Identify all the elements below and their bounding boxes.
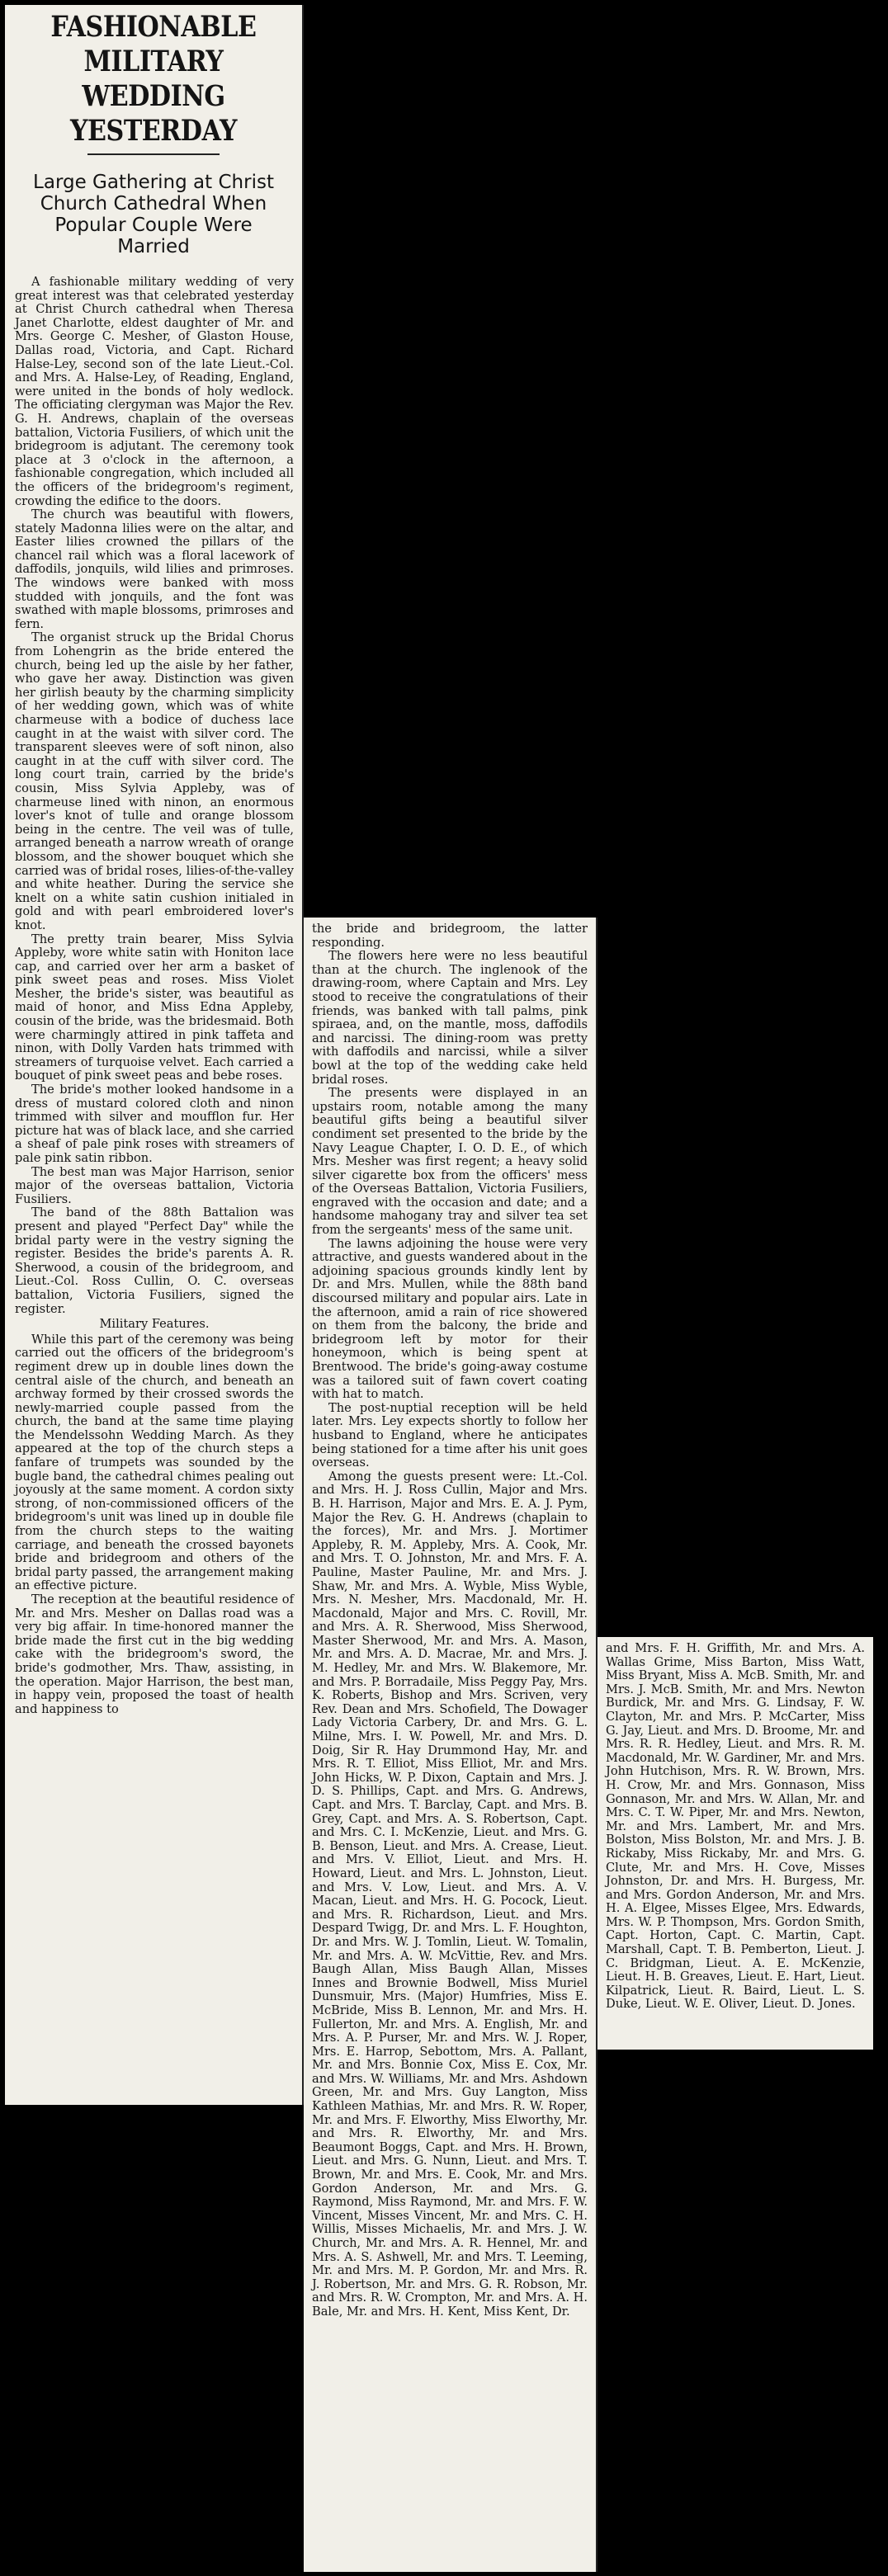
paragraph: The lawns adjoining the house were very attractive, and guests wandered about in the adjoining spacious grounds kindly lent by Dr. and Mrs. Mullen, while the 88th band discoursed military and popular airs. Late in the afternoon, amid a rain of rice showered on them from the balcony, the bride and bridegroom left by motor for their honeymoon, which is being spent at Brentwood. The bride's going-away costume was a tailored suit of fawn covert coating with hat to match. [312,1236,588,1402]
paragraph: A fashionable military wedding of very great interest was that celebrated yesterday at Christ Church cathedral when Theresa Janet Charlotte, eldest daughter of Mr. and Mrs. George C. Mesher, of Glaston House, Dallas road, Victoria, and Capt. Richard Halse-Ley, second son of the late Lieut.-Col. and Mrs. A. Halse-Ley, of Reading, England, were united in the bonds of holy wedlock. The officiating clergyman was Major the Rev. G. H. Andrews, chaplain of the overseas battalion, Victoria Fusiliers, of which unit the bridegroom is adjutant. The ceremony took place at 3 o'clock in the afternoon, a fashionable congregation, which included all the officers of the bridegroom's regiment, crowding the edifice to the doors. [15,275,294,508]
paragraph: The bride's mother looked handsome in a dress of mustard colored cloth and ninon trimmed with silver and moufflon fur. Her picture hat was of black lace, and she carried a sheaf of pale pink roses with streamers of pale pink satin ribbon. [15,1083,294,1165]
paragraph: The organist struck up the Bridal Chorus from Lohengrin as the bride entered the church, being led up the aisle by her father, who gave her away. Distinction was given her girlish beauty by the charming simplicity of her wedding gown, which was of white charmeuse with a bodice of duchess lace caught in at the waist with silver cord. The transparent sleeves were of soft ninon, also caught in at the cuff with silver cord. The long court train, carried by the bride's cousin, Miss Sylvia Appleby, was of charmeuse lined with ninon, an enormous lover's knot of tulle and orange blossom being in the centre. The veil was of tulle, arranged beneath a narrow wreath of orange blossom, and the shower bouquet which she carried was of bridal roses, lilies-of-the-valley and white heather. During the service she knelt on a white satin cushion initialed in gold and with pearl embroidered lover's knot. [15,630,294,932]
paragraph: The pretty train bearer, Miss Sylvia Appleby, wore white satin with Honiton lace cap, and carried over her arm a basket of pink sweet peas and roses. Miss Violet Mesher, the bride's sister, was beautiful as maid of honor, and Miss Edna Appleby, cousin of the bride, was the bridesmaid. Both were charmingly attired in pink taffeta and ninon, with Dolly Varden hats trimmed with streamers of turquoise velvet. Each carried a bouquet of pink sweet peas and bebe roses. [15,932,294,1083]
headline [26,5,281,149]
paragraph: the bride and bridegroom, the latter responding. [312,922,588,950]
paragraph: The band of the 88th Battalion was present and played "Perfect Day" while the bridal party were in the vestry signing the register. Besides the bride's parents A. R. Sherwood, a cousin of the bridegroom, and Lieut.-Col. Ross Cullin, O. C. overseas battalion, Victoria Fusiliers, signed the register. [15,1205,294,1316]
column-3-text [598,1637,873,2012]
paragraph: The presents were displayed in an upstairs room, notable among the many beautiful gifts being a beautiful silver condiment set presented to the bride by the Navy League Chapter, I. O. D. E., of which Mrs. Mesher was first regent; a heavy solid silver cigarette box from the officers' mess of the Overseas Battalion, Victoria Fusiliers, engraved with the occasion and date; and a handsome mahogany tray and silver tea set from the sergeants' mess of the same unit. [312,1086,588,1238]
article-column-2 [304,918,598,2572]
article-column-3 [598,1637,873,2050]
subhead-military-features: Military Features. [99,1317,210,1332]
paragraph: While this part of the ceremony was being carried out the officers of the bridegroom's regiment drew up in double lines down the central aisle of the church, and beneath an archway formed by their crossed swords the newly-married couple passed from the church, the band at the same time playing the Mendelssohn Wedding March. As they appeared at the top of the church steps a fanfare of trumpets was sounded by the bugle band, the cathedral chimes pealing out joyously at the same moment. A cordon sixty strong, of non-commissioned officers of the bridegroom's unit was lined up in double file from the church steps to the waiting carriage, and beneath the crossed bayonets bride and bridegroom and others of the bridal party passed, the arrangement making an effective picture. [15,1332,294,1593]
paragraph: The post-nuptial reception will be held later. Mrs. Ley expects shortly to follow her husband to England, where he anticipates being stationed for a time after his unit goes overseas. [312,1400,588,1470]
paragraph: The best man was Major Harrison, senior major of the overseas battalion, Victoria Fusiliers. [15,1164,294,1206]
headline-line-2: WEDDING YESTERDAY [69,79,238,148]
paragraph: The church was beautiful with flowers, stately Madonna lilies were on the altar, and Easter lilies crowned the pillars of the chancel rail which was a floral lacework of daffodils, jonquils, wild lilies and primroses. The windows were banked with moss studded with jonquils, and the font was swathed with maple blossoms, primroses and fern. [15,507,294,631]
headline-line-1: FASHIONABLE MILITARY [50,10,257,78]
paragraph: The reception at the beautiful residence of Mr. and Mrs. Mesher on Dallas road was a very big affair. In time-honored manner the bride made the first cut in the big wedding cake with the bridegroom's sword, the bride's godmother, Mrs. Thaw, assisting, in the operation. Major Harrison, the best man, in happy vein, proposed the toast of health and happiness to [15,1592,294,1716]
guest-list-continued: and Mrs. F. H. Griffith, Mr. and Mrs. A. Wallas Grime, Miss Barton, Miss Watt, Miss Bryant, Miss A. McB. Smith, Mr. and Mrs. J. McB. Smith, Mr. and Mrs. Newton Burdick, Mr. and Mrs. G. Lindsay, F. W. Clayton, Mr. and Mrs. P. McCarter, Miss G. Jay, Lieut. and Mrs. D. Broome, Mr. and Mrs. R. R. Hedley, Lieut. and Mrs. R. M. Macdonald, Mr. W. Gardiner, Mr. and Mrs. John Hutchison, Mrs. R. W. Brown, Mrs. H. Crow, Mr. and Mrs. Gonnason, Miss Gonnason, Mr. and Mrs. W. Allan, Mr. and Mrs. C. T. W. Piper, Mr. and Mrs. Newton, Mr. and Mrs. Lambert, Mr. and Mrs. Bolston, Miss Bolston, Mr. and Mrs. J. B. Rickaby, Miss Rickaby, Mr. and Mrs. G. Clute, Mr. and Mrs. H. Cove, Misses Johnston, Dr. and Mrs. H. Burgess, Mr. and Mrs. Gordon Anderson, Mr. and Mrs. H. A. Elgee, Misses Elgee, Mrs. Edwards, Mrs. W. P. Thompson, Mrs. Gordon Smith, Capt. Horton, Capt. C. Martin, Capt. Marshall, Capt. T. B. Pemberton, Lieut. J. C. Bridgman, Lieut. A. E. McKenzie, Lieut. H. B. Greaves, Lieut. E. Hart, Lieut. Kilpatrick, Lieut. R. Baird, Lieut. L. S. Duke, Lieut. W. E. Oliver, Lieut. D. Jones. [606,1641,865,2012]
column-2-text [304,918,596,2319]
column-1-text [5,276,302,1716]
article-column-1 [5,5,304,2105]
deck: Large Gathering at Christ Church Cathedral When Popular Couple Were Married [33,172,274,257]
guest-list: Among the guests present were: Lt.-Col. and Mrs. H. J. Ross Cullin, Major and Mrs. B. H. Harrison, Major and Mrs. E. A. J. Pym, Major the Rev. G. H. Andrews (chaplain to the forces), Mr. and Mrs. J. Mortimer Appleby, R. M. Appleby, Mrs. A. Cook, Mr. and Mrs. T. O. Johnston, Mr. and Mrs. F. A. Pauline, Master Pauline, Mr. and Mrs. J. Shaw, Mr. and Mrs. A. Wyble, Miss Wyble, Mrs. N. Mesher, Mrs. Macdonald, Mr. H. Macdonald, Major and Mrs. C. Rovill, Mr. and Mrs. A. R. Sherwood, Miss Sherwood, Master Sherwood, Mr. and Mrs. A. Mason, Mr. and Mrs. A. D. Macrae, Mr. and Mrs. J. M. Hedley, Mr. and Mrs. W. Blakemore, Mr. and Mrs. P. Borradaile, Miss Peggy Pay, Mrs. K. Roberts, Bishop and Mrs. Scriven, very Rev. Dean and Mrs. Schofield, The Dowager Lady Victoria Carbery, Dr. and Mrs. G. L. Milne, Mrs. I. W. Powell, Mr. and Mrs. D. Doig, Sir R. Hay Drummond Hay, Mr. and Mrs. R. T. Elliot, Miss Elliot, Mr. and Mrs. John Hicks, W. P. Dixon, Captain and Mrs. J. D. S. Phillips, Capt. and Mrs. G. Andrews, Capt. and Mrs. T. Barclay, Capt. and Mrs. B. Grey, Capt. and Mrs. A. S. Robertson, Capt. and Mrs. C. I. McKenzie, Lieut. and Mrs. G. B. Benson, Lieut. and Mrs. A. Crease, Lieut. and Mrs. V. Elliot, Lieut. and Mrs. H. Howard, Lieut. and Mrs. L. Johnston, Lieut. and Mrs. V. Low, Lieut. and Mrs. A. V. Macan, Lieut. and Mrs. H. G. Pocock, Lieut. and Mrs. R. Richardson, Lieut. and Mrs. Despard Twigg, Dr. and Mrs. L. F. Houghton, Dr. and Mrs. W. J. Tomlin, Lieut. W. Tomalin, Mr. and Mrs. A. W. McVittie, Rev. and Mrs. Baugh Allan, Miss Baugh Allan, Misses Innes and Brownie Bodwell, Miss Muriel Dunsmuir, Mrs. (Major) Humfries, Miss E. McBride, Miss B. Lennon, Mr. and Mrs. H. Fullerton, Mr. and Mrs. A. English, Mr. and Mrs. A. P. Purser, Mr. and Mrs. W. J. Roper, Mrs. E. Harrop, Sebottom, Mrs. A. Pallant, Mr. and Mrs. Bonnie Cox, Miss E. Cox, Mr. and Mrs. W. Williams, Mr. and Mrs. Ashdown Green, Mr. and Mrs. Guy Langton, Miss Kathleen Mathias, Mr. and Mrs. R. W. Roper, Mr. and Mrs. F. Elworthy, Miss Elworthy, Mr. and Mrs. R. Elworthy, Mr. and Mrs. Beaumont Boggs, Capt. and Mrs. H. Brown, Lieut. and Mrs. G. Nunn, Lieut. and Mrs. T. Brown, Mr. and Mrs. E. Cook, Mr. and Mrs. Gordon Anderson, Mr. and Mrs. G. Raymond, Miss Raymond, Mr. and Mrs. F. W. Vincent, Misses Vincent, Mr. and Mrs. C. H. Willis, Misses Michaelis, Mr. and Mrs. J. W. Church, Mr. and Mrs. A. R. Hennel, Mr. and Mrs. A. S. Ashwell, Mr. and Mrs. T. Leeming, Mr. and Mrs. M. P. Gordon, Mr. and Mrs. R. J. Robertson, Mr. and Mrs. G. R. Robson, Mr. and Mrs. R. W. Crompton, Mr. and Mrs. A. H. Bale, Mr. and Mrs. H. Kent, Miss Kent, Dr. [312,1469,588,2319]
paragraph: The flowers here were no less beautiful than at the church. The inglenook of the drawing-room, where Captain and Mrs. Ley stood to receive the congratulations of their friends, was banked with tall palms, pink spiraea, and, on the mantle, moss, daffodils and narcissi. The dining-room was pretty with daffodils and narcissi, while a silver bowl at the top of the wedding cake held bridal roses. [312,949,588,1087]
